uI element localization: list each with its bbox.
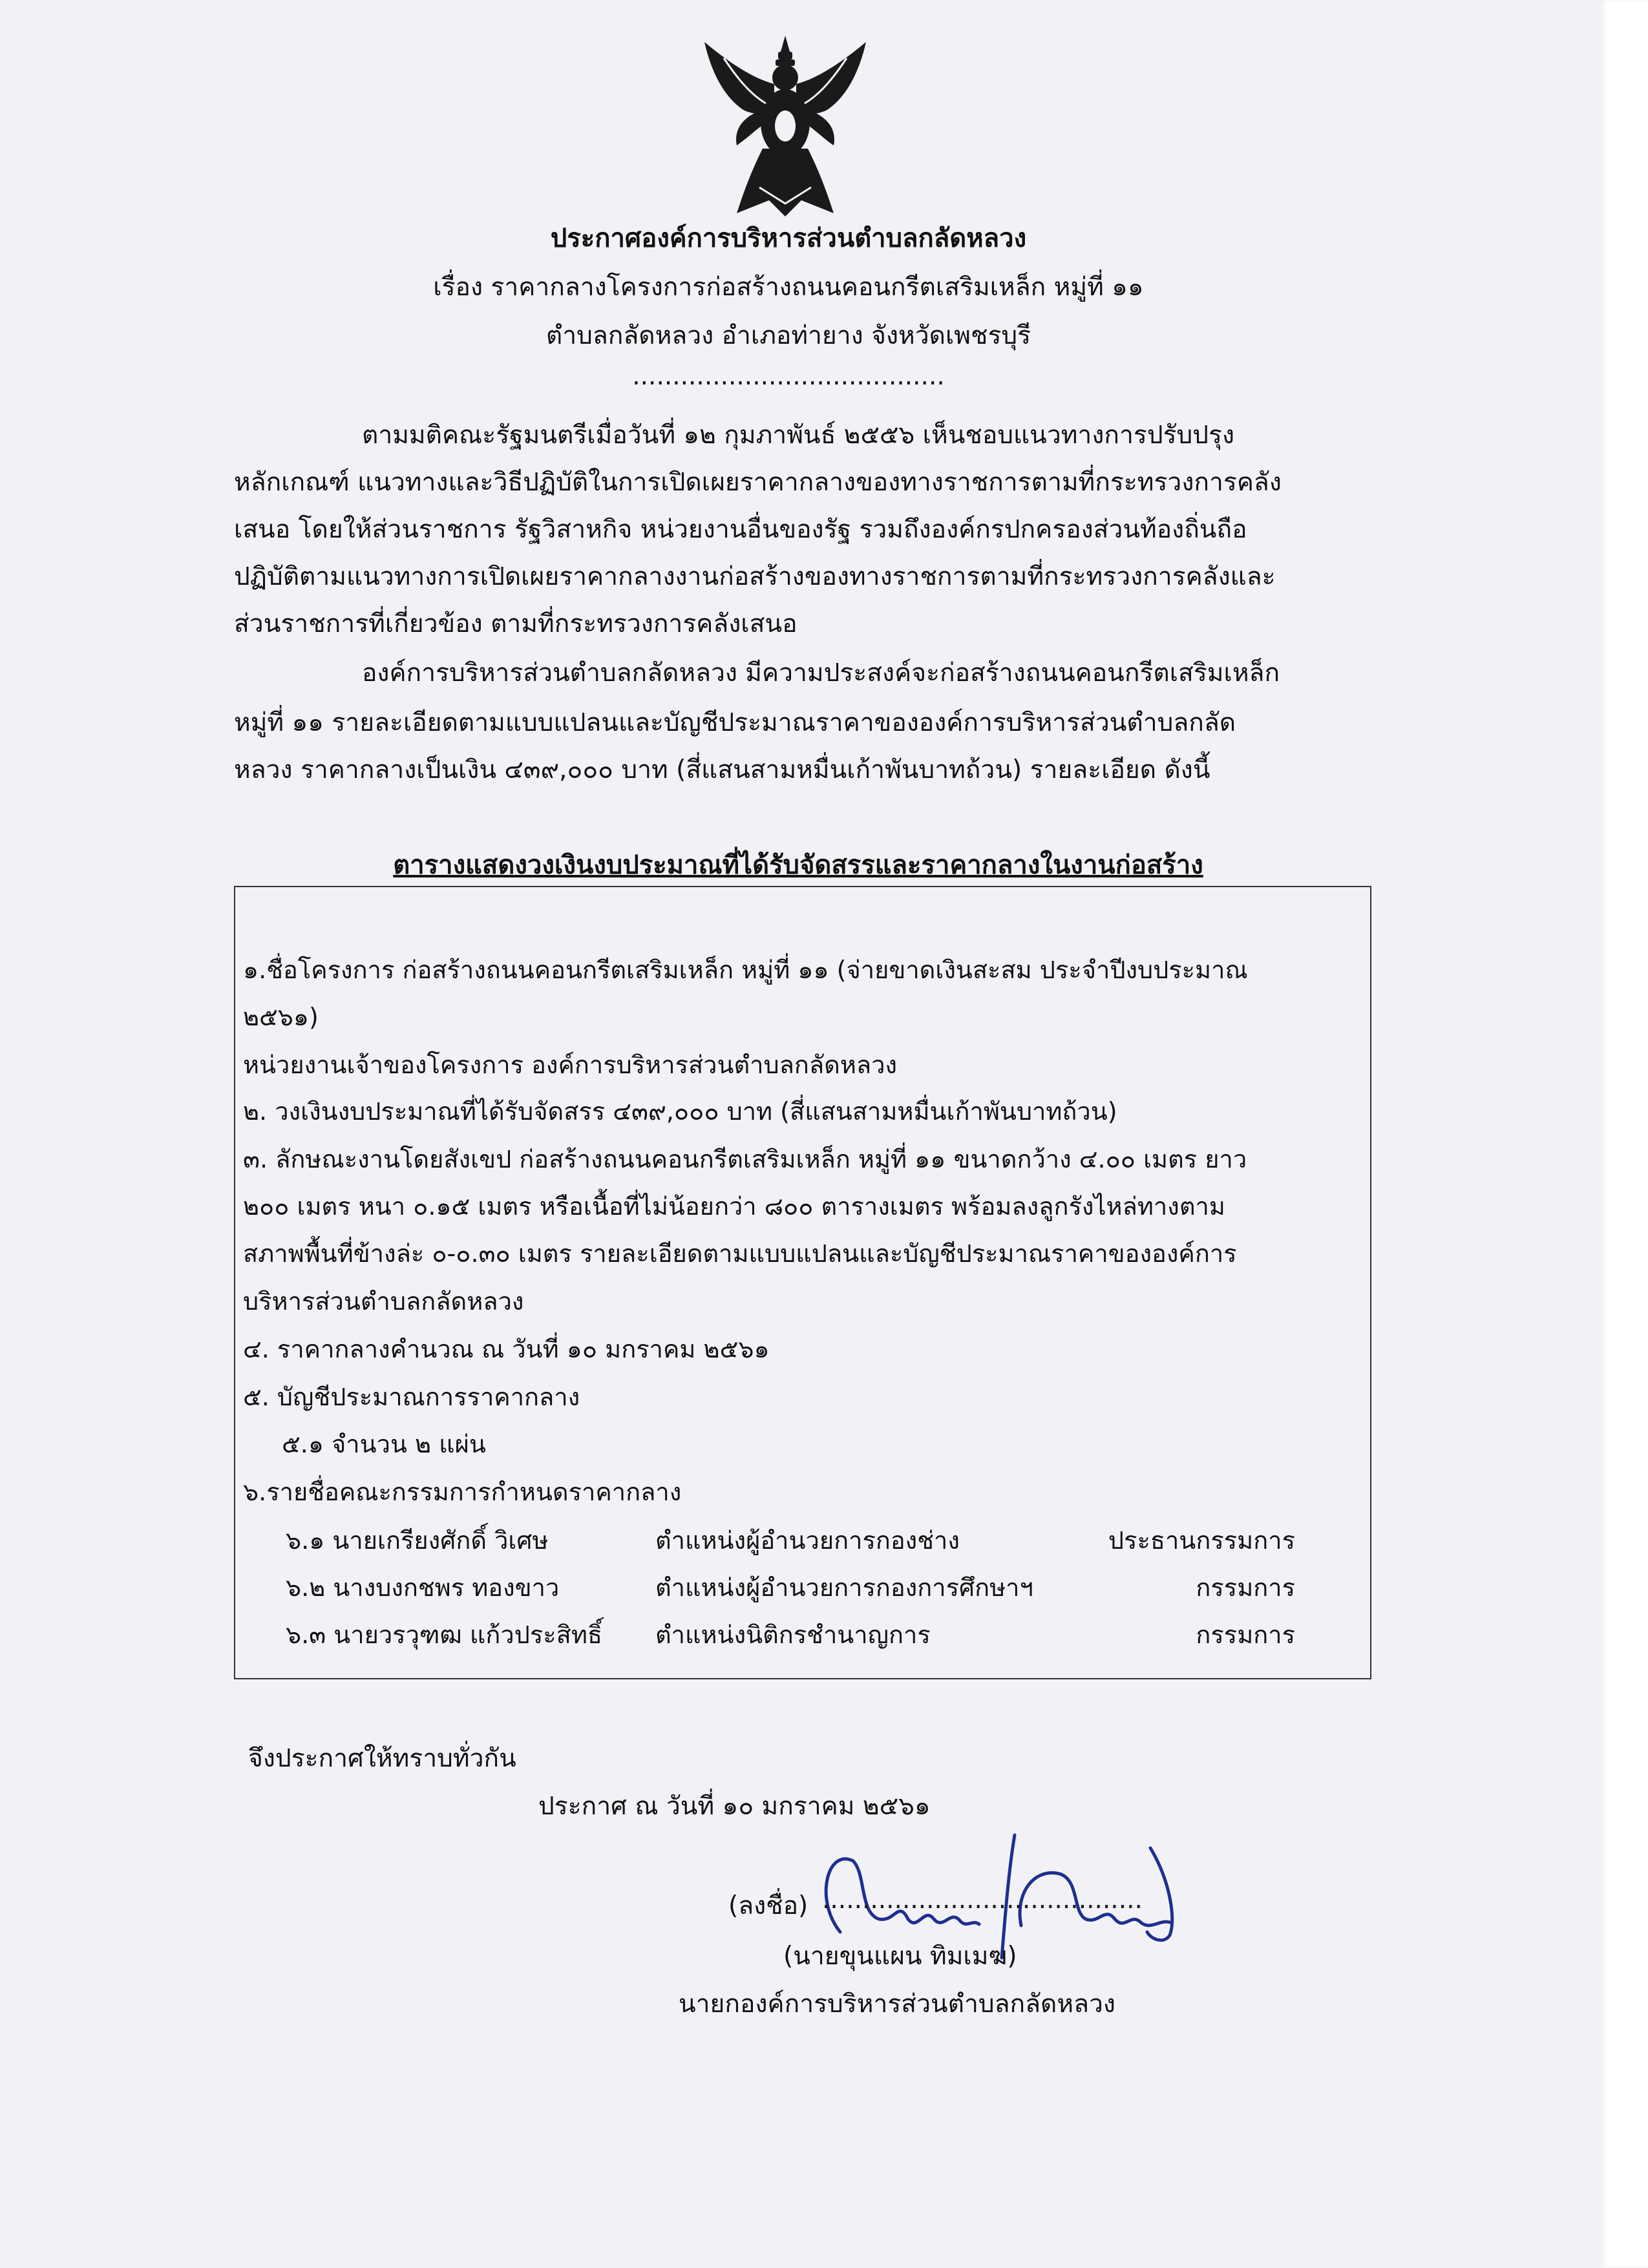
paragraph-line: หลวง ราคากลางเป็นเงิน ๔๓๙,๐๐๐ บาท (สี่แสนสามหมื่นเก้าพันบาทถ้วน) รายละเอียด ดังนี้: [234, 755, 1210, 784]
committee-member-position: ตำแหน่งผู้อำนวยการกองช่าง: [655, 1526, 960, 1555]
signer-title: นายกองค์การบริหารส่วนตำบลกลัดหลวง: [679, 1990, 1115, 2019]
committee-member-name: ๖.๒ นางบงกชพร ทองขาว: [286, 1573, 560, 1602]
project-name-line: ๑.ชื่อโครงการ ก่อสร้างถนนคอนกรีตเสริมเหล็ก หมู่ที่ ๑๑ (จ่ายขาดเงินสะสม ประจำปีงบประมาณ: [243, 956, 1248, 984]
committee-member-role: ประธานกรรมการ: [1108, 1526, 1295, 1555]
announcement-title: ประกาศองค์การบริหารส่วนตำบลกลัดหลวง: [550, 224, 1027, 253]
signature-label: (ลงชื่อ): [728, 1891, 808, 1920]
announce-date: ประกาศ ณ วันที่ ๑๐ มกราคม ๒๕๖๑: [538, 1792, 931, 1821]
committee-member-name: ๖.๓ นายวรวุฑฒ แก้วประสิทธิ์: [286, 1621, 603, 1649]
signature-dots: ........................................: [822, 1885, 1143, 1915]
committee-member-role: กรรมการ: [1196, 1573, 1295, 1602]
header-dots: .......................................: [632, 362, 945, 391]
paragraph-line: องค์การบริหารส่วนตำบลกลัดหลวง มีความประสงค์จะก่อสร้างถนนคอนกรีตเสริมเหล็ก: [362, 658, 1280, 688]
work-description-line: ๒๐๐ เมตร หนา ๐.๑๕ เมตร หรือเนื้อที่ไม่น้อยกว่า ๘๐๐ ตารางเมตร พร้อมลงลูกรังไหล่ทางตาม: [243, 1192, 1225, 1221]
announce-line: จึงประกาศให้ทราบทั่วกัน: [248, 1744, 516, 1773]
work-description-line: สภาพพื้นที่ข้างล่ะ ๐-๐.๓๐ เมตร รายละเอียดตามแบบแปลนและบัญชีประมาณราคาขององค์การ: [243, 1239, 1237, 1268]
committee-member-role: กรรมการ: [1196, 1621, 1295, 1649]
paragraph-line: ตามมติคณะรัฐมนตรีเมื่อวันที่ ๑๒ กุมภาพันธ์ ๒๕๕๖ เห็นชอบแนวทางการปรับปรุง: [362, 421, 1235, 450]
signer-name: (นายขุนแผน ทิมเมฆ): [783, 1942, 1017, 1971]
work-description-line: ๓. ลักษณะงานโดยสังเขป ก่อสร้างถนนคอนกรีตเสริมเหล็ก หมู่ที่ ๑๑ ขนาดกว้าง ๔.๐๐ เมตร ยาว: [243, 1145, 1247, 1173]
scan-margin: [1600, 0, 1648, 2268]
paragraph-line: ส่วนราชการที่เกี่ยวข้อง ตามที่กระทรวงการคลังเสนอ: [234, 609, 798, 638]
budget-table: [234, 886, 1371, 1679]
work-description-line: บริหารส่วนตำบลกลัดหลวง: [243, 1287, 524, 1316]
paragraph-line: หมู่ที่ ๑๑ รายละเอียดตามแบบแปลนและบัญชีประมาณราคาขององค์การบริหารส่วนตำบลกลัด: [234, 708, 1236, 737]
committee-member-name: ๖.๑ นายเกรียงศักดิ์ วิเศษ: [286, 1526, 549, 1555]
committee-heading: ๖.รายชื่อคณะกรรมการกำหนดราคากลาง: [243, 1478, 682, 1506]
budget-amount: ๒. วงเงินงบประมาณที่ได้รับจัดสรร ๔๓๙,๐๐๐ บาท (สี่แสนสามหมื่นเก้าพันบาทถ้วน): [243, 1097, 1117, 1126]
committee-member-position: ตำแหน่งผู้อำนวยการกองการศึกษาฯ: [655, 1573, 1033, 1602]
estimate-list: ๕. บัญชีประมาณการราคากลาง: [243, 1383, 580, 1411]
calculation-date: ๔. ราคากลางคำนวณ ณ วันที่ ๑๐ มกราคม ๒๕๖๑: [243, 1335, 770, 1363]
garuda-emblem-icon: [698, 32, 872, 220]
paragraph-line: หลักเกณฑ์ แนวทางและวิธีปฏิบัติในการเปิดเผยราคากลางของทางราชการตามที่กระทรวงการคลัง: [234, 468, 1282, 497]
announcement-location: ตำบลกลัดหลวง อำเภอท่ายาง จังหวัดเพชรบุรี: [545, 321, 1031, 350]
announcement-subject: เรื่อง ราคากลางโครงการก่อสร้างถนนคอนกรีตเสริมเหล็ก หมู่ที่ ๑๑: [433, 273, 1144, 302]
project-year: ๒๕๖๑): [243, 1003, 319, 1031]
estimate-sheets: ๕.๑ จำนวน ๒ แผ่น: [282, 1430, 486, 1458]
paragraph-line: เสนอ โดยให้ส่วนราชการ รัฐวิสาหกิจ หน่วยงานอื่นของรัฐ รวมถึงองค์กรปกครองส่วนท้องถิ่นถือ: [234, 515, 1247, 544]
project-owner: หน่วยงานเจ้าของโครงการ องค์การบริหารส่วนตำบลกลัดหลวง: [243, 1051, 898, 1079]
table-heading: ตารางแสดงวงเงินงบประมาณที่ได้รับจัดสรรและราคากลางในงานก่อสร้าง: [393, 850, 1203, 880]
paragraph-line: ปฏิบัติตามแนวทางการเปิดเผยราคากลางงานก่อสร้างของทางราชการตามที่กระทรวงการคลังและ: [234, 562, 1276, 591]
committee-member-position: ตำแหน่งนิติกรชำนาญการ: [655, 1621, 931, 1649]
